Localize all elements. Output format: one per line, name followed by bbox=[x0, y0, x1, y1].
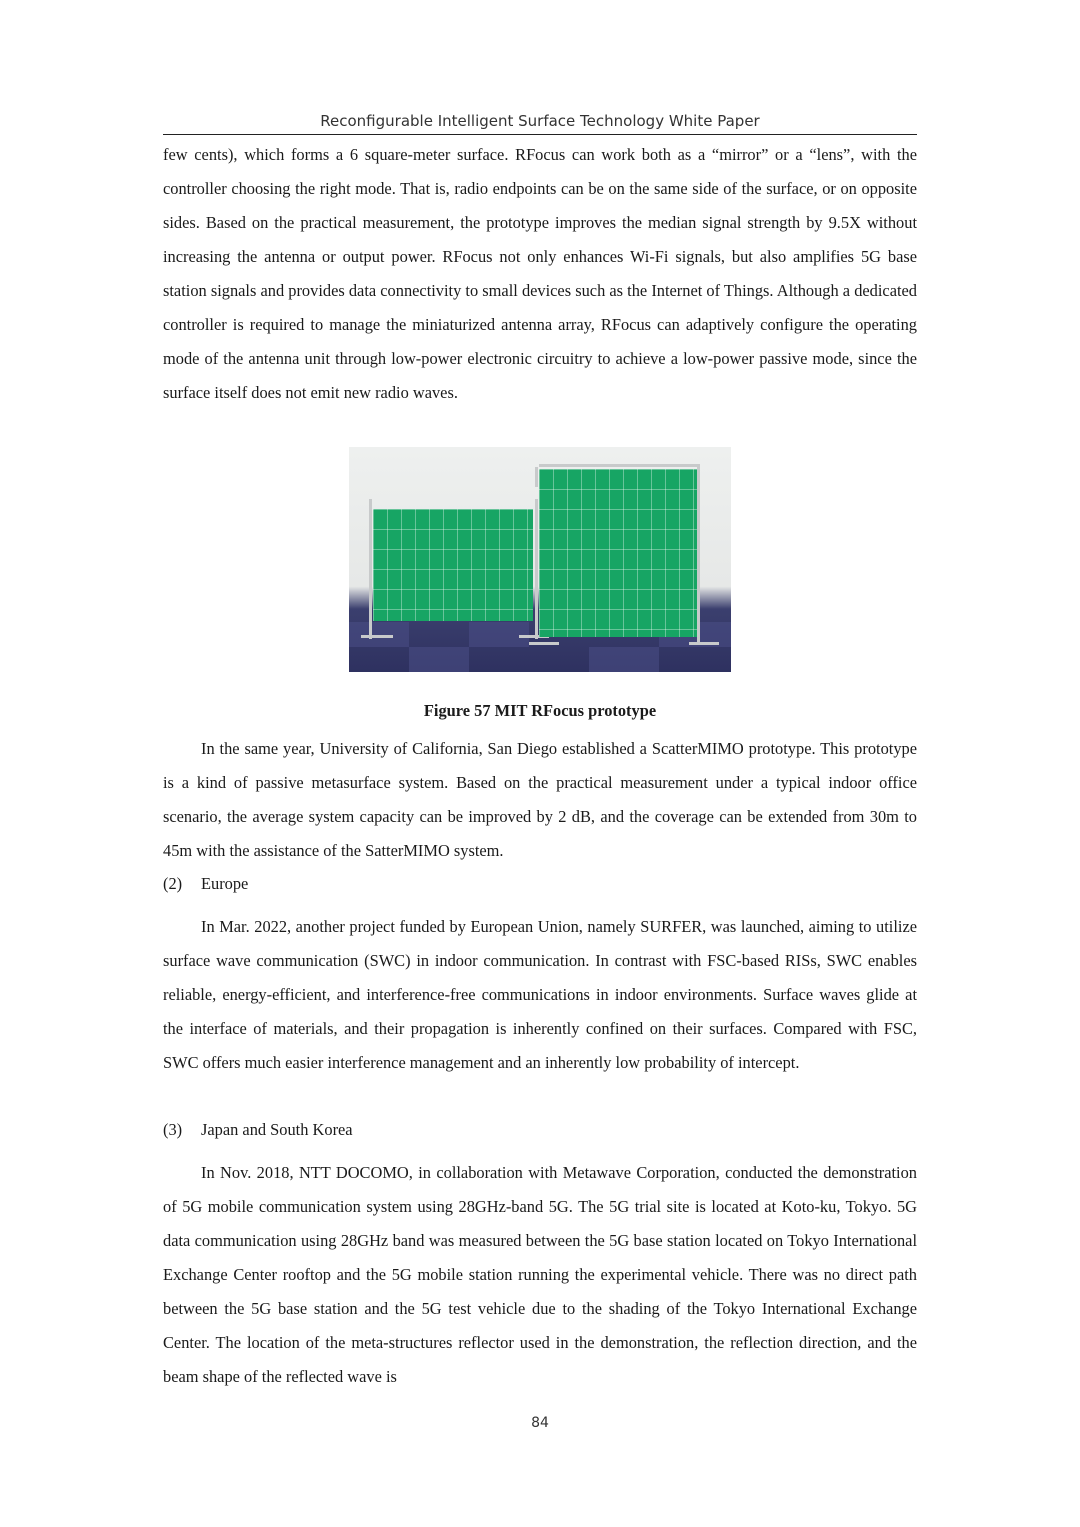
paragraph-scattermimo: In the same year, University of California, San Diego established a ScatterMIMO prototype. This prototype is a kind of passive metasurface system. Based on the practical measurement under a typical indoor office scenario, the average system capacity can be improved by 2 dB, and the coverage can be extended from 30m to 45m with the assistance of the SatterMIMO system. bbox=[163, 739, 917, 860]
paragraph-surfer: In Mar. 2022, another project funded by European Union, namely SURFER, was launched, aiming to utilize surface wave communication (SWC) in indoor communication. In contrast with FSC-based RISs, SWC enables reliable, energy-efficient, and interference-free communications in indoor environments. Surface waves glide at the interface of materials, and their propagation is inherently confined on their surfaces. Compared with FSC, SWC offers much easier interference management and an inherently low probability of intercept. bbox=[163, 917, 917, 1072]
running-header: Reconfigurable Intelligent Surface Technology White Paper bbox=[163, 108, 917, 135]
section-heading-japan bbox=[163, 1113, 353, 1147]
section-title: Europe bbox=[201, 874, 249, 893]
section-heading-europe bbox=[163, 867, 248, 901]
paragraph-docomo: In Nov. 2018, NTT DOCOMO, in collaboration with Metawave Corporation, conducted the demonstration of 5G mobile communication system using 28GHz-band 5G. The 5G trial site is located at Koto-ku, Tokyo. 5G data communication using 28GHz band was measured between the 5G base station located on Tokyo International Exchange Center rooftop and the 5G mobile station running the experimental vehicle. There was no direct path between the 5G base station and the 5G test vehicle due to the shading of the Tokyo International Exchange Center. The location of the meta-structures reflector used in the demonstration, the reflection direction, and the beam shape of the reflected wave is bbox=[163, 1163, 917, 1386]
section-number: (3) bbox=[163, 1120, 183, 1139]
figure-caption: Figure 57 MIT RFocus prototype bbox=[423, 701, 657, 720]
page-number: 84 bbox=[531, 1415, 549, 1431]
section-number: (2) bbox=[163, 874, 183, 893]
paragraph-rfocus: few cents), which forms a 6 square-meter surface. RFocus can work both as a “mirror” or a “lens”, with the controller choosing the right mode. That is, radio endpoints can be on the same side of the surface, or on opposite sides. Based on the practical measurement, the prototype improves the median signal strength by 9.5X without increasing the antenna or output power. RFocus not only enhances Wi-Fi signals, but also amplifies 5G base station signals and provides data connectivity to small devices such as the Internet of Things. Although a dedicated controller is required to manage the miniaturized antenna array, RFocus can adaptively configure the operating mode of the antenna unit through low-power electronic circuitry to achieve a low-power passive mode, since the surface itself does not emit new radio waves. bbox=[163, 145, 917, 402]
rfocus-prototype-photo bbox=[349, 447, 731, 672]
section-title: Japan and South Korea bbox=[201, 1120, 353, 1139]
